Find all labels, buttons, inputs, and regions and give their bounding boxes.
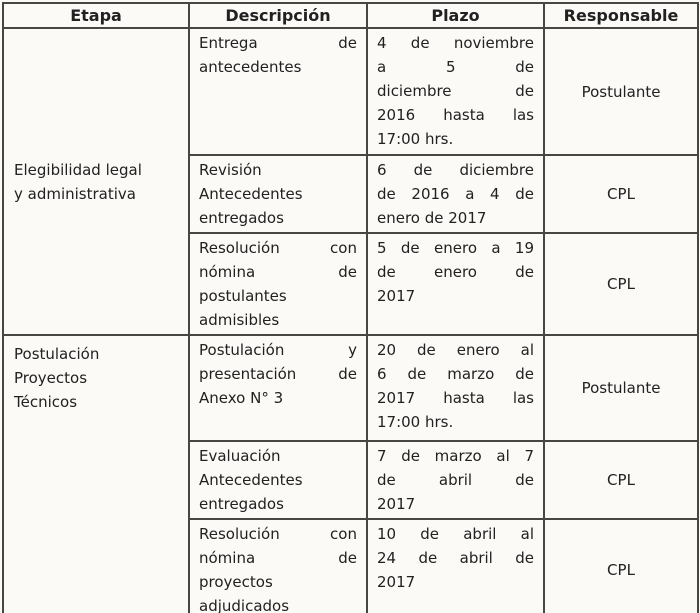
text-line: Técnicos (14, 393, 78, 411)
header-row (3, 3, 698, 28)
text-line: entregados (199, 495, 284, 513)
responsable-cell: Postulante (544, 28, 698, 155)
responsable-cell: CPL (544, 155, 698, 233)
text-line: 6 de diciembre (377, 161, 534, 179)
etapa-cell (3, 335, 189, 613)
text-line: 7 de marzo al 7 (377, 447, 534, 465)
text-line: Revisión (199, 161, 262, 179)
plazo-cell (367, 335, 544, 441)
text-line: adjudicados (199, 597, 290, 613)
text-line: Postulación (14, 345, 100, 363)
plazo-cell (367, 519, 544, 613)
text-line: 17:00 hrs. (377, 130, 454, 148)
text-line: nómina de (199, 263, 357, 281)
text-line: Evaluación (199, 447, 281, 465)
text-line: enero de 2017 (377, 209, 487, 227)
text-line: 6 de marzo de (377, 365, 534, 383)
text-line: de 2016 a 4 de (377, 185, 534, 203)
descripcion-cell (189, 155, 367, 233)
column-header-0: Etapa (3, 3, 189, 28)
text-line: proyectos (199, 573, 273, 591)
text-line: Proyectos (14, 369, 88, 387)
text-line: 10 de abril al (377, 525, 534, 543)
table-row (3, 28, 698, 155)
text-line: 2017 hasta las (377, 389, 534, 407)
text-line: admisibles (199, 311, 280, 329)
descripcion-cell (189, 335, 367, 441)
column-header-2: Plazo (367, 3, 544, 28)
table-body (3, 28, 698, 613)
text-line: 4 de noviembre (377, 34, 534, 52)
column-header-1: Descripción (189, 3, 367, 28)
text-line: 5 de enero a 19 (377, 239, 534, 257)
column-header-3: Responsable (544, 3, 698, 28)
text-line: antecedentes (199, 58, 302, 76)
text-line: de enero de (377, 263, 534, 281)
descripcion-cell (189, 519, 367, 613)
text-line: Antecedentes (199, 185, 303, 203)
text-line: Anexo N° 3 (199, 389, 284, 407)
text-line: postulantes (199, 287, 287, 305)
text-line: Antecedentes (199, 471, 303, 489)
text-line: Postulación y (199, 341, 357, 359)
text-line: 2016 hasta las (377, 106, 534, 124)
text-line: de abril de (377, 471, 534, 489)
text-line: diciembre de (377, 82, 534, 100)
text-line: Elegibilidad legal (14, 160, 142, 179)
text-line: 2017 (377, 495, 416, 513)
descripcion-cell (189, 441, 367, 519)
text-line: entregados (199, 209, 284, 227)
text-line: 2017 (377, 287, 416, 305)
plazo-cell (367, 155, 544, 233)
text-line: Resolución con (199, 525, 357, 543)
descripcion-cell (189, 28, 367, 155)
plazo-cell (367, 441, 544, 519)
table-row (3, 335, 698, 441)
responsable-cell: CPL (544, 233, 698, 335)
responsable-cell: CPL (544, 519, 698, 613)
responsable-cell: CPL (544, 441, 698, 519)
text-line: 2017 (377, 573, 416, 591)
text-line: a 5 de (377, 58, 534, 76)
descripcion-cell (189, 233, 367, 335)
text-line: y administrativa (14, 184, 136, 203)
text-line: 17:00 hrs. (377, 413, 454, 431)
text-line: nómina de (199, 549, 357, 567)
plazo-cell (367, 28, 544, 155)
responsable-cell: Postulante (544, 335, 698, 441)
text-line: 24 de abril de (377, 549, 534, 567)
text-line: Entrega de (199, 34, 357, 52)
text-line: 20 de enero al (377, 341, 534, 359)
process-schedule-table (2, 2, 699, 613)
text-line: presentación de (199, 365, 357, 383)
text-line: Resolución con (199, 239, 357, 257)
etapa-cell (3, 28, 189, 335)
plazo-cell (367, 233, 544, 335)
